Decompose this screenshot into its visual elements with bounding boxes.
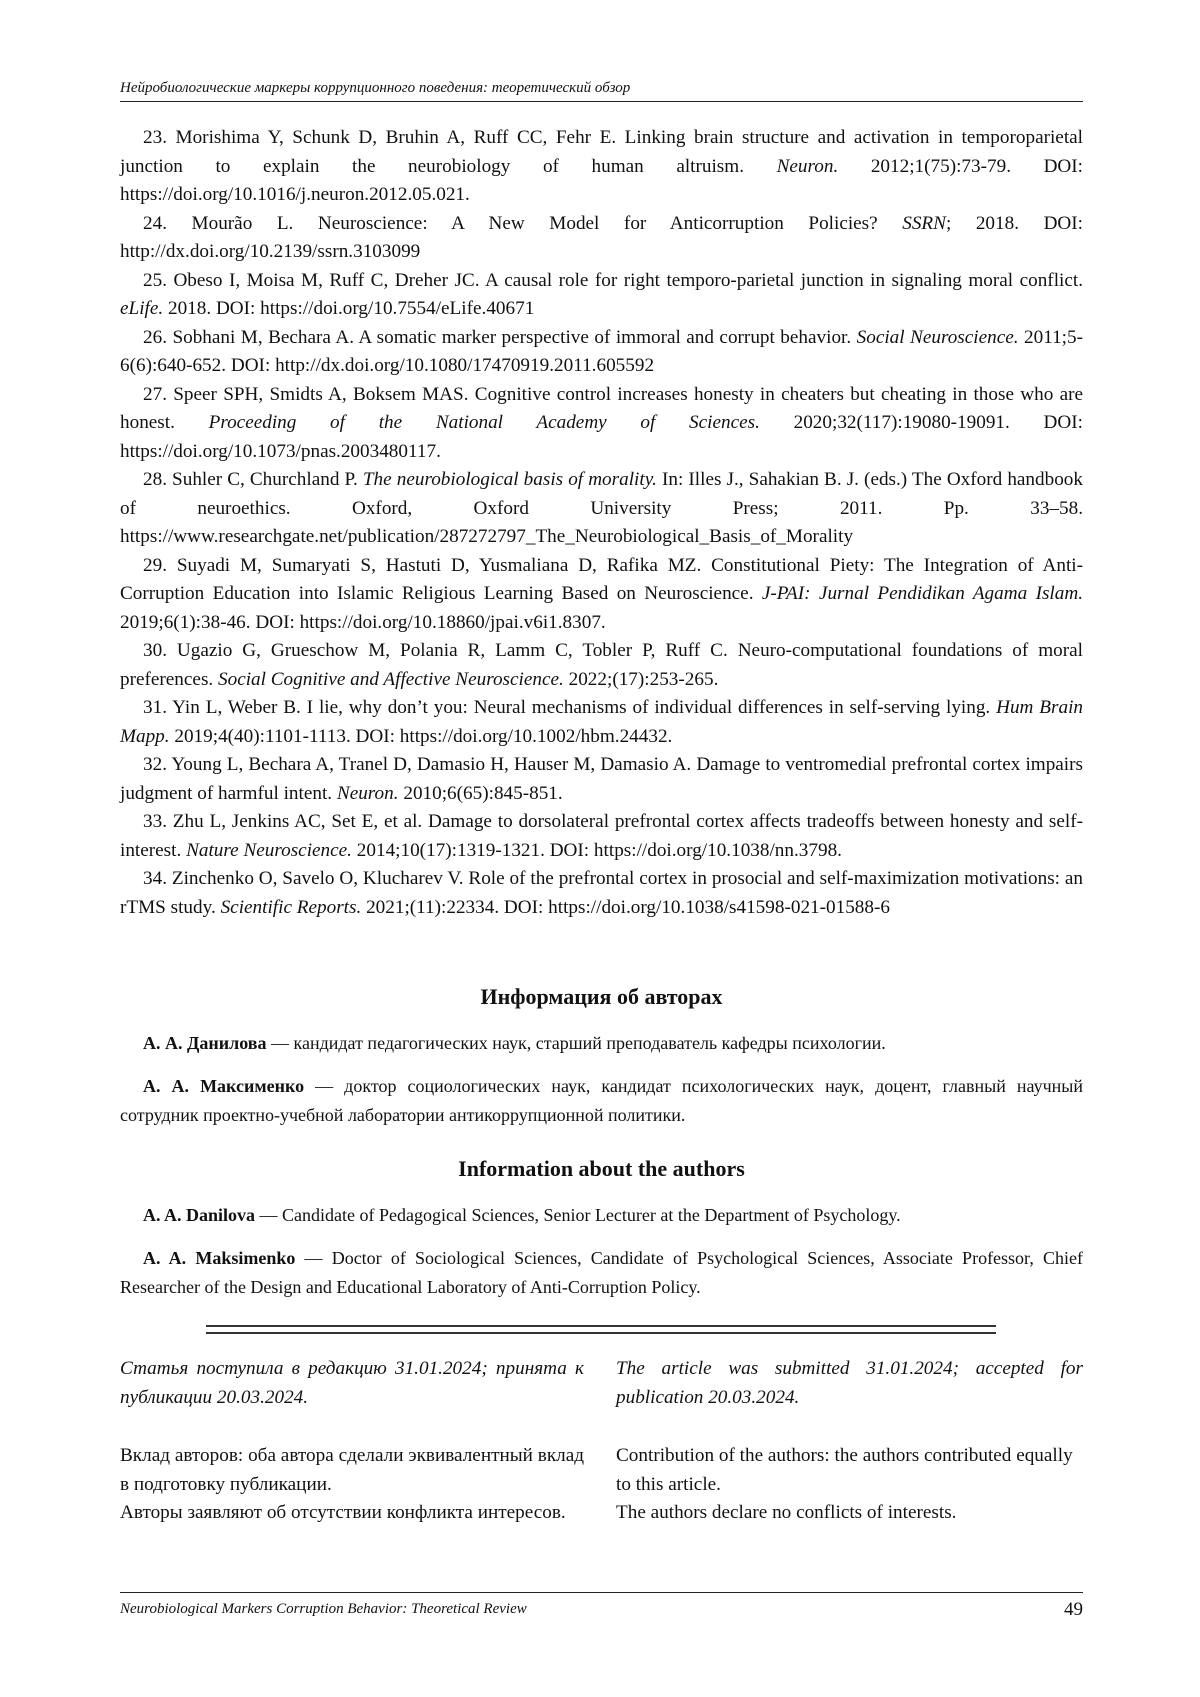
reference-item: 28. Suhler C, Churchland P. The neurobiological basis of morality. In: Illes J., Sahakian B. J. (eds.) The Oxford handbook of neuroethics. Oxford, Oxford University Press; 2011. Pp. 33–58. https://www.researchgate.net/publication/287272797_The_Neurobiological_Basis_of_Morality bbox=[120, 469, 1083, 547]
reference-item: 30. Ugazio G, Grueschow M, Polania R, Lamm C, Tobler P, Ruff C. Neuro-computational foundations of moral preferences. Social Cognitive and Affective Neuroscience. 2022;(17):253-265. bbox=[120, 640, 1083, 690]
reference-item: 27. Speer SPH, Smidts A, Boksem MAS. Cognitive control increases honesty in cheaters but cheating in those who are honest. Proceeding of the National Academy of Sciences. 2020;32(117):19080-19091. DOI: https://doi.org/10.1073/pnas.2003480117. bbox=[120, 383, 1083, 462]
contribution-note-en bbox=[616, 1442, 1083, 1528]
contribution-ru: Вклад авторов: оба автора сделали эквивалентный вклад в подготовку публикации. bbox=[120, 1445, 584, 1495]
running-footer: Neurobiological Markers Corruption Behavior: Theoretical Review bbox=[120, 1592, 1083, 1618]
conflict-en: The authors declare no conflicts of interests. bbox=[616, 1502, 957, 1523]
reference-item: 33. Zhu L, Jenkins AC, Set E, et al. Damage to dorsolateral prefrontal cortex affects tradeoffs between honesty and self-interest. Nature Neuroscience. 2014;10(17):1319-1321. DOI: https://doi.org/10.1038/nn.3798. bbox=[120, 811, 1083, 861]
authors-heading-ru: Информация об авторах bbox=[480, 984, 723, 1009]
reference-item: 26. Sobhani M, Bechara A. A somatic marker perspective of immoral and corrupt behavior. Social Neuroscience. 2011;5-6(6):640-652. DOI: http://dx.doi.org/10.1080/17470919.2011.605592 bbox=[120, 326, 1083, 376]
reference-item: 34. Zinchenko O, Savelo O, Klucharev V. Role of the prefrontal cortex in prosocial and self-maximization motivations: an rTMS study. Scientific Reports. 2021;(11):22334. DOI: https://doi.org/10.1038/s41598-021-01588-6 bbox=[120, 868, 1083, 918]
author-info-ru-2: А. А. Максименко — доктор социологических наук, кандидат психологических наук, доцент, главный научный сотрудник проектно-учебной лаборатории антикоррупционной политики. bbox=[120, 1076, 1084, 1125]
authors-heading-en: Information about the authors bbox=[458, 1156, 745, 1181]
author-info-en-2: A. A. Maksimenko — Doctor of Sociological Sciences, Candidate of Psychological Sciences, Associate Professor, Chief Researcher of the Design and Educational Laboratory of Anti-Corruption Policy. bbox=[120, 1248, 1083, 1297]
reference-item: 31. Yin L, Weber B. I lie, why don’t you: Neural mechanisms of individual differences in self-serving lying. Hum Brain Mapp. 2019;4(40):1101-1113. DOI: https://doi.org/10.1002/hbm.24432. bbox=[120, 697, 1083, 747]
submission-note-ru: Статья поступила в редакцию 31.01.2024; принята к публикации 20.03.2024. bbox=[120, 1358, 584, 1408]
reference-item: 25. Obeso I, Moisa M, Ruff C, Dreher JC. A causal role for right temporo-parietal junction in signaling moral conflict. eLife. 2018. DOI: https://doi.org/10.7554/eLife.40671 bbox=[120, 269, 1083, 319]
author-info-en-1: A. A. Danilova — Candidate of Pedagogical Sciences, Senior Lecturer at the Department of Psychology. bbox=[143, 1205, 901, 1225]
reference-item: 23. Morishima Y, Schunk D, Bruhin A, Ruff CC, Fehr E. Linking brain structure and activation in temporoparietal junction to explain the neurobiology of human altruism. Neuron. 2012;1(75):73-79. DOI: https://doi.org/10.1016/j.neuron.2012.05.021. bbox=[120, 127, 1084, 205]
contribution-note-ru bbox=[120, 1442, 584, 1528]
running-header: Нейробиологические маркеры коррупционного поведения: теоретический обзор bbox=[120, 80, 1083, 102]
double-divider bbox=[206, 1325, 996, 1334]
conflict-ru: Авторы заявляют об отсутствии конфликта интересов. bbox=[120, 1502, 566, 1523]
author-info-ru-1: А. А. Данилова — кандидат педагогических наук, старший преподаватель кафедры психологии. bbox=[143, 1033, 886, 1053]
submission-note-en: The article was submitted 31.01.2024; accepted for publication 20.03.2024. bbox=[616, 1358, 1083, 1408]
reference-item: 29. Suyadi M, Sumaryati S, Hastuti D, Yusmaliana D, Rafika MZ. Constitutional Piety: The Integration of Anti-Corruption Education into Islamic Religious Learning Based on Neuroscience. J-PAI: Jurnal Pendidikan Agama Islam. 2019;6(1):38-46. DOI: https://doi.org/10.18860/jpai.v6i1.8307. bbox=[120, 554, 1084, 633]
reference-item: 32. Young L, Bechara A, Tranel D, Damasio H, Hauser M, Damasio A. Damage to ventromedial prefrontal cortex impairs judgment of harmful intent. Neuron. 2010;6(65):845-851. bbox=[120, 754, 1083, 804]
contribution-en: Contribution of the authors: the authors contributed equally to this article. bbox=[616, 1445, 1073, 1495]
reference-list bbox=[120, 124, 1083, 922]
reference-item: 24. Mourão L. Neuroscience: A New Model for Anticorruption Policies? SSRN; 2018. DOI: http://dx.doi.org/10.2139/ssrn.3103099 bbox=[120, 212, 1083, 262]
page-number: 49 bbox=[1064, 1599, 1083, 1620]
